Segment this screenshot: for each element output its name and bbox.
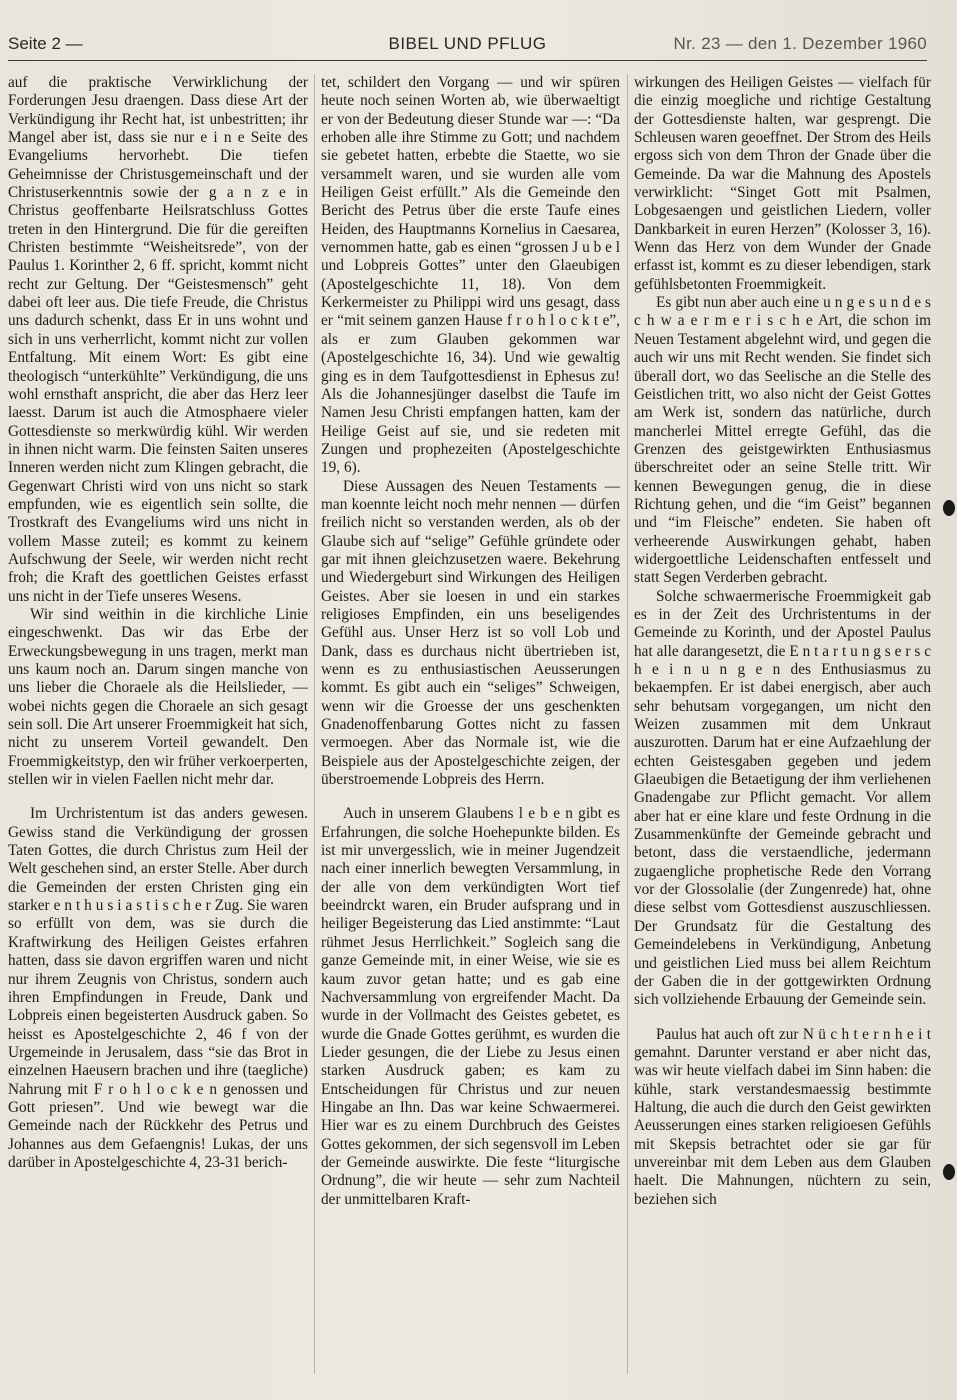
header-rule: [8, 60, 927, 61]
paragraph: Wir sind weithin in die kirchliche Linie eingeschwenkt. Das wir das Erbe der Erweckungsbewegung in uns tragen, merkt man uns kaum noch an. Darum singen manche von uns lieber die Choraele als die Heilslieder, — wobei nichts gegen die Choraele an sich gesagt sein soll. Die Art unserer Froemmigkeit hat sich, nicht zu unserem Vorteil gewandelt. Den Froemmigkeitstyp, den wir früher verkoerperten, stellen wir in vielen Faellen nicht mehr dar.: [8, 605, 308, 789]
punch-hole: [943, 500, 955, 516]
paragraph: Paulus hat auch oft zur N ü c h t e r n h e i t gemahnt. Darunter verstand er aber nicht das, was wir heute vielfach dabei im Sinn haben: die kühle, stark verstandesmaessig bestimmte Haltung, die auch die durch den Geist gewirkten Aeusserungen eines starken religioesen Gefühls mit Skepsis betrachtet oder sie gar für unvereinbar mit dem Leben aus dem Glauben haelt. Die Mahnungen, nüchtern zu sein, beziehen sich: [634, 1025, 931, 1208]
paragraph: auf die praktische Verwirklichung der Forderungen Jesu draengen. Dass diese Art der Verkündigung ihr Recht hat, ist unbestritten; ihr Mangel aber ist, dass sie nur e i n e Seite des Evangeliums hervorhebt. Die tiefen Geheimnisse der Christusgemeinschaft und der Christuserkenntnis sowie der g a n z e in Christus geoffenbarte Heilsratschluss Gottes treten in den Hintergrund. Die für die gereiften Christen bestimmte “Weisheitsrede”, von der Paulus 1. Korinther 2, 6 ff. spricht, kommt nicht recht zur Geltung. Der “Geistesmensch” geht dabei oft leer aus. Die tiefe Freude, die Christus uns dadurch schenkt, dass Er in uns wohnt und sich in uns verherrlicht, kommt nicht zur vollen Entfaltung. Mit einem Wort: Es gibt eine theologisch “unterkühlte” Verkündigung, die uns wohl ernsthaft anspricht, die aber das Herz leer laesst. Darum ist auch die Atmosphaere vieler Gottesdienste so merkwürdig kühl. Wir werden in ihnen nicht warm. Die feinsten Saiten unseres Inneren werden nicht zum Klingen gebracht, die Gegenwart Christi wird von uns nicht so stark empfunden, wie es eigentlich sein sollte, die Trostkraft des Evangeliums wird uns nicht in vollem Masse zuteil; es kommt zu keinem Aufschwung der Seele, wir werden nicht recht froh; die Kraft des goettlichen Geistes erfasst uns nicht in der Tiefe unseres Wesens.: [8, 74, 308, 605]
issue-date: Nr. 23 — den 1. Dezember 1960: [673, 34, 927, 53]
page-number: Seite 2 —: [8, 34, 83, 53]
paragraph: Solche schwaermerische Froemmigkeit gab es in der Zeit des Urchristentums in der Gemeinde zu Korinth, und der Apostel Paulus hat alle darangesetzt, die E n t a r t u n g s e r s c h e i n u n g e n des Enthusiasmus zu bekaempfen. Er ist dabei energisch, aber auch sehr behutsam vorgegangen, um nicht den Weizen zusammen mit dem Unkraut auszurotten. Darum hat er eine Aufzaehlung der echten Geistesgaben gegeben und jedem Glaeubigen die Betaetigung der ihm verliehenen Gnadengabe zur Pflicht gemacht. Vor allem aber hat er eine klare und feste Ordnung in die Zusammenkünfte der Gemeinde gebracht und betont, dass die verstaendliche, jedermann zugaengliche prophetische Rede den Vorrang vor der Glossolalie (der Zungenrede) hat, ohne diese selbst vom Gottesdienst auszuschliessen. Der Grundsatz für die Gestaltung des Gemeindelebens in Verkündigung, Anbetung und geistlichen Lied muss bei allem Reichtum der Gaben die in der gottgewirkten Ordnung sich vollziehende Erbauung der Gemeinde sein.: [634, 587, 931, 1009]
column-divider: [627, 74, 628, 1374]
punch-hole: [943, 1164, 955, 1180]
text-column-1: [8, 74, 308, 1392]
column-divider: [314, 74, 315, 1374]
paragraph: wirkungen des Heiligen Geistes — vielfach für die einzig moegliche und richtige Gestaltung der Gottesdienste halten, war gesprengt. Die Schleusen waren geoeffnet. Der Strom des Heils ergoss sich von dem Thron der Gnade über die Gemeinde. Da war die Mahnung des Apostels verwirklicht: “Singet Gott mit Psalmen, Lobgesaengen und geistlichen Liedern, voller Dankbarkeit in euren Herzen” (Kolosser 3, 16). Wenn das Herz von dem Wunder der Gnade erfasst ist, kommt es zu dieser lebendigen, stark gefühlsbetonten Froemmigkeit.: [634, 74, 931, 293]
text-column-2: [321, 74, 620, 1392]
paragraph: Auch in unserem Glaubens l e b e n gibt es Erfahrungen, die solche Hoehepunkte bilden. Es ist mir unvergesslich, wie in meiner Jugendzeit nach einer innerlich bewegten Versammlung, in der alle von dem verkündigten Wort tief beeindrckt waren, ein Bruder aufsprang und in heiliger Begeisterung das Lied anstimmte: “Laut rühmet Jesus Herrlichkeit.” Sogleich sang die ganze Gemeinde mit, in einer Weise, wie sie es kaum zuvor getan hatte; und es gab eine Nachversammlung von ergreifender Macht. Da wurde in der Vollmacht des Geistes gebetet, es wurde die Gnade Gottes gerühmt, es wurden die Lieder gesungen, die der Liebe zu Jesus einen starken Ausdruck gaben; es kam zu Entscheidungen für Christus und zur neuen Hingabe an Ihn. Das war keine Schwaermerei. Hier war es zu einem Durchbruch des Geistes Gottes gekommen, der sich segensvoll im Leben der Gemeinde auswirkte. Die feste “liturgische Ordnung”, die wir heute — sehr zum Nachteil der unmittelbaren Kraft-: [321, 805, 620, 1208]
paragraph: Im Urchristentum ist das anders gewesen. Gewiss stand die Verkündigung der grossen Taten Gottes, die durch Christus zum Heil der Welt geschehen sind, an erster Stelle. Aber durch die Gemeinden der ersten Christen ging ein starker e n t h u s i a s t i s c h e r Zug. Sie waren so erfüllt von dem, was sie durch die Kraftwirkung des Heiligen Geistes erfahren hatten, dass sie davon ergriffen waren und nicht nur ihrem Zeugnis von Christus, sondern auch ihren Empfindungen in Freude, Dank und Lobpreis einen begeisterten Ausdruck gaben. So heisst es Apostelgeschichte 2, 46 f von der Urgemeinde in Jerusalem, dass “sie das Brot in einzelnen Haeusern brachen und ihre (taegliche) Nahrung mit F r o h l o c k e n genossen und Gott priesen”. Und wie bewegt war die Gemeinde nach der Rückkehr des Petrus und Johannes aus dem Gefaengnis! Lukas, der uns darüber in Apostelgeschichte 4, 23-31 berich-: [8, 805, 308, 1171]
paragraph: Es gibt nun aber auch eine u n g e s u n d e s c h w a e r m e r i s c h e Art, die schon im Neuen Testament abgelehnt wird, und gegen die auch wir uns mit Recht wenden. Sie findet sich überall dort, wo das Seelische an die Stelle des Geistlichen tritt, wo also nicht der Geist Gottes am Werk ist, sondern das natürliche, durch mancherlei Mittel erregte Gefühl, das die Grenzen des geistgewirkten Enthusiasmus überschreitet oder an seine Stelle tritt. Wir kennen Bewegungen genug, die in diese Richtung gehen, und die “im Geist” begannen und “im Fleische” endeten. Sie haben oft verheerende Auswirkungen gehabt, haben widergoettliche Leidenschaften entfesselt und statt Segen Verderben gebracht.: [634, 294, 931, 587]
paragraph: Diese Aussagen des Neuen Testaments — man koennte leicht noch mehr nennen — dürfen freilich nicht so verstanden werden, als ob der Glaube sich auf “selige” Gefühle gründete oder gar mit ihnen gleichzusetzen waere. Bekehrung und Wiedergeburt sind Wirkungen des Heiligen Geistes. Aber sie loesen in und ein starkes religioses Empfinden, ein uns beseligendes Gefühl aus. Unser Herz ist so voll Lob und Dank, dass es durchaus nicht übertrieben ist, wenn es zu enthusiastischen Aeusserungen kommt. Es gibt auch ein “seliges” Schweigen, wenn wir die Groesse der uns geschenkten Gnadenoffenbarung Gottes nicht zu fassen vermoegen. Aber das Normale ist, wie die Beispiele aus der Apostelgeschichte zeigen, der überstroemende Lobpreis des Herrn.: [321, 477, 620, 789]
text-column-3: [634, 74, 931, 1392]
page-header: [8, 30, 927, 58]
paragraph: tet, schildert den Vorgang — und wir spüren heute noch seinen Worten ab, wie überwaeltigt er von der Bedeutung dieser Stunde war —: “Da erhoben alle ihre Stimme zu Gott; und nachdem sie gebetet hatten, erbebte die Staette, wo sie versammelt waren, und sie wurden alle vom Heiligen Geist erfüllt.” Als die Gemeinde den Bericht des Petrus über die erste Taufe eines Heiden, des Hauptmanns Kornelius in Caesarea, vernommen hatte, gab es einen “grossen J u b e l und Lobpreis Gottes” unter den Glaeubigen (Apostelgeschichte 11, 18). Von dem Kerkermeister zu Philippi wird uns gesagt, dass er “mit seinem ganzen Hause f r o h l o c k t e”, als er zum Glauben gekommen war (Apostelgeschichte 16, 34). Und wie gewaltig ging es in dem Taufgottesdienst in Ephesus zu! Als die Johannesjünger daselbst die Taufe im Namen Jesu Christi empfangen hatten, kam der Heilige Geist auf sie, und sie redeten mit Zungen und prophezeiten (Apostelgeschichte 19, 6).: [321, 74, 620, 477]
publication-title: BIBEL UND PFLUG: [388, 34, 547, 53]
